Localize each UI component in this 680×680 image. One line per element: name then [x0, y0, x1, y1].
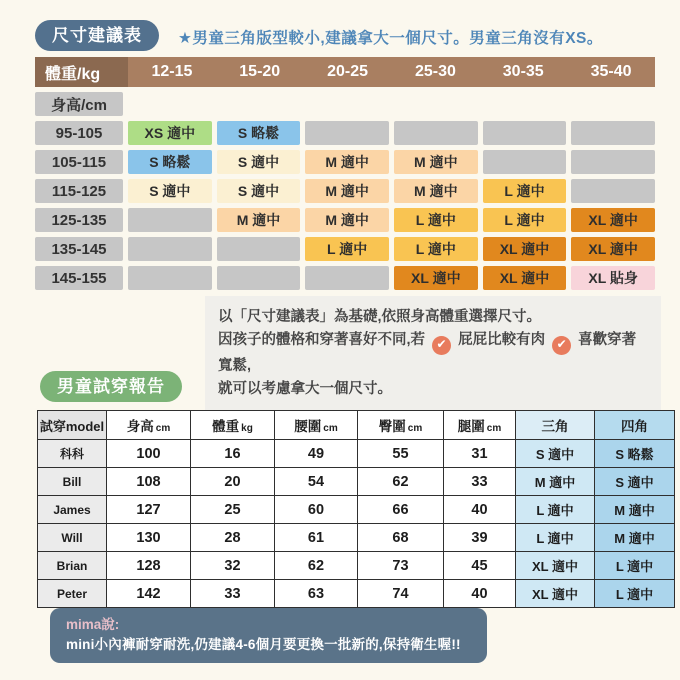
tip-check-2-label: 喜歡穿著寬鬆,: [218, 332, 637, 374]
fit-report-row: [38, 440, 675, 468]
fit-cell-waist: 54: [275, 468, 358, 496]
fit-cell-hip: 62: [358, 468, 444, 496]
empty-cell: [217, 266, 301, 290]
size-cell-m: M 適中: [394, 179, 478, 203]
fit-cell-waist: 63: [275, 580, 358, 608]
fit-cell-boxer: L 適中: [595, 580, 675, 608]
height-range-cell: 115-125: [35, 179, 123, 203]
weight-range-cell: 15-20: [216, 57, 304, 87]
height-range-cell: 145-155: [35, 266, 123, 290]
size-cell-l: L 適中: [394, 237, 478, 261]
weight-range-cell: 35-40: [567, 57, 655, 87]
size-cell-xl: XL 適中: [483, 266, 567, 290]
size-cell-m: M 適中: [305, 150, 389, 174]
size-guide-badge: 尺寸建議表: [35, 20, 159, 51]
weight-range-cell: 20-25: [304, 57, 392, 87]
height-range-cell: 135-145: [35, 237, 123, 261]
fit-col-header-3: 腰圍 cm: [275, 411, 358, 440]
fit-col-header-0: 試穿model: [38, 411, 107, 440]
fit-cell-hip: 66: [358, 496, 444, 524]
size-guide-table: [35, 92, 655, 290]
weight-range-cell: 30-35: [479, 57, 567, 87]
fit-cell-briefs: S 適中: [516, 440, 595, 468]
fit-cell-model: James: [38, 496, 107, 524]
size-cell-m: M 適中: [217, 208, 301, 232]
fit-cell-boxer: M 適中: [595, 524, 675, 552]
spacer-cell: [571, 92, 655, 116]
tip-line-2-prefix: 因孩子的體格和穿著喜好不同,若: [218, 332, 426, 349]
empty-cell: [571, 150, 655, 174]
spacer-cell: [128, 92, 212, 116]
fit-report-row: [38, 580, 675, 608]
empty-cell: [305, 121, 389, 145]
size-cell-xl: XL 適中: [394, 266, 478, 290]
fit-cell-weight: 25: [191, 496, 275, 524]
check-icon: ✔: [552, 336, 571, 355]
size-cell-l: L 適中: [483, 208, 567, 232]
fit-report-body: [38, 440, 675, 608]
fit-cell-thigh: 31: [444, 440, 516, 468]
fit-cell-hip: 74: [358, 580, 444, 608]
check-icon: ✔: [432, 336, 451, 355]
fit-cell-model: Peter: [38, 580, 107, 608]
fit-cell-waist: 49: [275, 440, 358, 468]
empty-cell: [128, 208, 212, 232]
empty-cell: [305, 266, 389, 290]
fit-cell-height: 130: [107, 524, 191, 552]
size-guide-header-row: [35, 57, 655, 87]
size-cell-m: M 適中: [305, 179, 389, 203]
fit-cell-model: 科科: [38, 440, 107, 468]
fit-cell-height: 127: [107, 496, 191, 524]
empty-cell: [483, 121, 567, 145]
empty-cell: [217, 237, 301, 261]
fit-cell-model: Will: [38, 524, 107, 552]
fit-cell-height: 142: [107, 580, 191, 608]
fit-cell-thigh: 33: [444, 468, 516, 496]
size-cell-xs: XS 適中: [128, 121, 212, 145]
empty-cell: [128, 266, 212, 290]
fit-cell-thigh: 40: [444, 580, 516, 608]
fit-report-table: [37, 410, 675, 608]
size-cell-xl: XL 適中: [571, 237, 655, 261]
fit-report-row: [38, 524, 675, 552]
fit-cell-boxer: L 適中: [595, 552, 675, 580]
fit-cell-height: 128: [107, 552, 191, 580]
size-cell-xl: XL 適中: [483, 237, 567, 261]
fit-col-header-4: 臀圍 cm: [358, 411, 444, 440]
empty-cell: [483, 150, 567, 174]
fit-cell-thigh: 45: [444, 552, 516, 580]
fit-cell-briefs: M 適中: [516, 468, 595, 496]
fit-cell-boxer: S 略鬆: [595, 440, 675, 468]
mima-speaker: mima說:: [66, 617, 120, 632]
fit-col-header-6: 三角: [516, 411, 595, 440]
fit-report-row: [38, 468, 675, 496]
fit-cell-height: 100: [107, 440, 191, 468]
size-cell-m: M 適中: [394, 150, 478, 174]
fit-cell-weight: 16: [191, 440, 275, 468]
mima-note-box: [50, 608, 487, 663]
fit-report-row: [38, 552, 675, 580]
empty-cell: [571, 179, 655, 203]
weight-range-cell: 25-30: [392, 57, 480, 87]
size-cell-l: L 適中: [305, 237, 389, 261]
height-header-cell: 身高/cm: [35, 92, 123, 116]
fit-cell-height: 108: [107, 468, 191, 496]
mima-message: mini小內褲耐穿耐洗,仍建議4-6個月要更換一批新的,保持衛生喔!!: [66, 636, 461, 652]
spacer-cell: [217, 92, 301, 116]
fit-cell-briefs: XL 適中: [516, 552, 595, 580]
size-cell-l: L 適中: [483, 179, 567, 203]
fit-col-header-1: 身高 cm: [107, 411, 191, 440]
fit-report-header-row: [38, 411, 675, 440]
tip-line-1: 以「尺寸建議表」為基礎,依照身高體重選擇尺寸。: [218, 309, 542, 325]
size-cell-m: M 適中: [305, 208, 389, 232]
fit-report-row: [38, 496, 675, 524]
size-cell-s: S 適中: [217, 179, 301, 203]
fit-cell-weight: 28: [191, 524, 275, 552]
empty-cell: [571, 121, 655, 145]
fit-cell-thigh: 40: [444, 496, 516, 524]
fit-cell-hip: 68: [358, 524, 444, 552]
empty-cell: [128, 237, 212, 261]
fit-cell-hip: 73: [358, 552, 444, 580]
fit-cell-waist: 61: [275, 524, 358, 552]
sizing-tip-box: [205, 296, 661, 413]
fit-cell-thigh: 39: [444, 524, 516, 552]
spacer-cell: [305, 92, 389, 116]
fit-report-badge: 男童試穿報告: [40, 371, 182, 402]
height-range-cell: 95-105: [35, 121, 123, 145]
fit-cell-weight: 20: [191, 468, 275, 496]
spacer-cell: [394, 92, 478, 116]
fit-cell-boxer: S 適中: [595, 468, 675, 496]
size-cell-s: S 略鬆: [128, 150, 212, 174]
fit-cell-weight: 33: [191, 580, 275, 608]
tip-line-2: [218, 329, 648, 378]
fit-cell-hip: 55: [358, 440, 444, 468]
size-cell-xl: XL 適中: [571, 208, 655, 232]
fit-col-header-5: 腿圍 cm: [444, 411, 516, 440]
fit-col-header-7: 四角: [595, 411, 675, 440]
size-cell-l: L 適中: [394, 208, 478, 232]
fit-cell-waist: 62: [275, 552, 358, 580]
size-cell-s: S 適中: [128, 179, 212, 203]
height-range-cell: 125-135: [35, 208, 123, 232]
fit-cell-model: Bill: [38, 468, 107, 496]
fit-cell-briefs: L 適中: [516, 496, 595, 524]
size-cell-s: S 適中: [217, 150, 301, 174]
spacer-cell: [483, 92, 567, 116]
weight-range-cell: 12-15: [128, 57, 216, 87]
size-cell-xl: XL 貼身: [571, 266, 655, 290]
fit-cell-model: Brian: [38, 552, 107, 580]
weight-header-cell: 體重/kg: [35, 57, 128, 87]
fit-cell-weight: 32: [191, 552, 275, 580]
fit-cell-briefs: XL 適中: [516, 580, 595, 608]
height-range-cell: 105-115: [35, 150, 123, 174]
tip-check-1-label: 屁屁比較有肉: [458, 332, 546, 349]
fit-cell-briefs: L 適中: [516, 524, 595, 552]
fit-col-header-2: 體重 kg: [191, 411, 275, 440]
tip-line-3: 就可以考慮拿大一個尺寸。: [218, 381, 392, 398]
fit-cell-waist: 60: [275, 496, 358, 524]
size-cell-s: S 略鬆: [217, 121, 301, 145]
empty-cell: [394, 121, 478, 145]
fit-cell-boxer: M 適中: [595, 496, 675, 524]
size-guide-star-note: ★男童三角版型較小,建議拿大一個尺寸。男童三角沒有XS。: [178, 30, 603, 47]
